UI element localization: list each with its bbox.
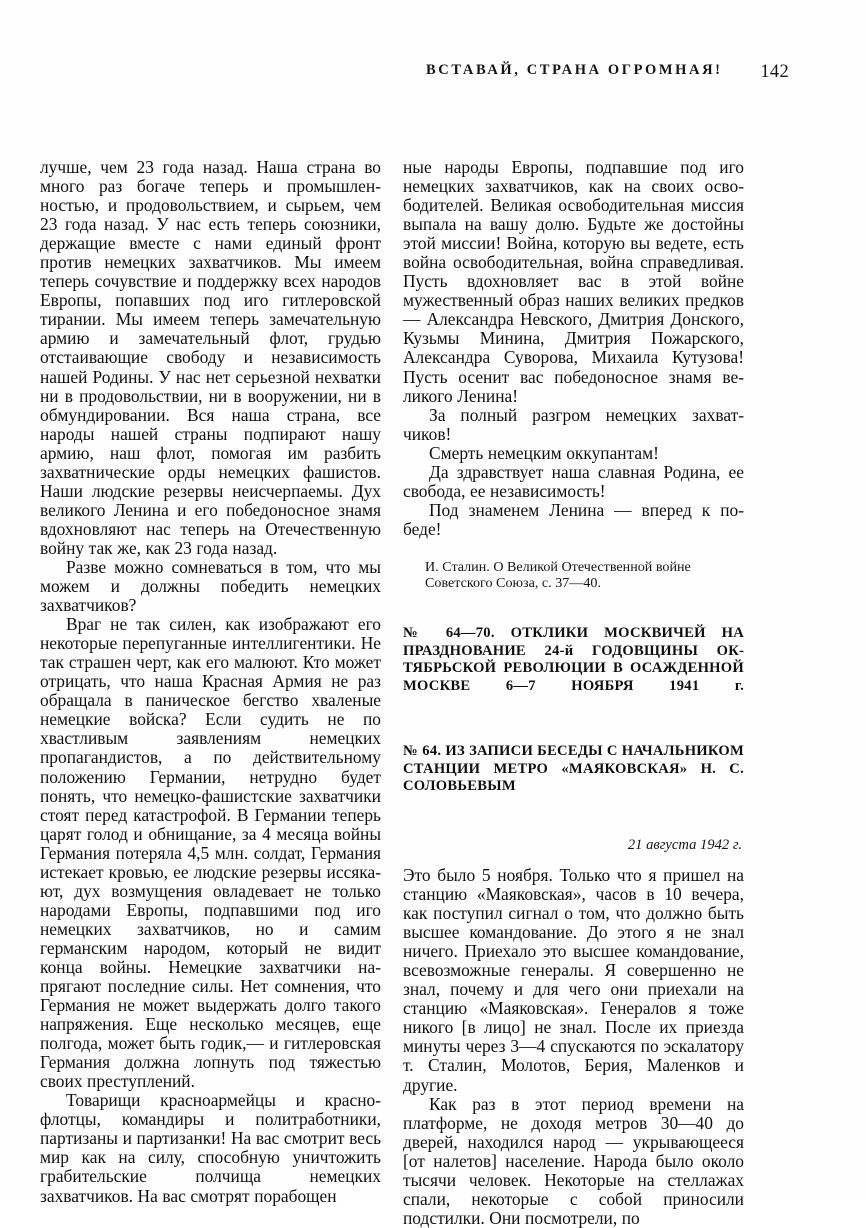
- paragraph: Враг не так силен, как изображают его некоторые перепуганные интеллигентики. Не так страшен черт, как его малюют. Кто может отрицать, что наша Красная Армия не раз обращала в паническое бегство хваленые немецкие войска? Если судить не по хвастливым заявлениям немецких пропагандистов, а по действительному положению Германии, нетрудно будет понять, что немецко-фашистские захватчики стоят перед катастрофой. В Германии теперь царят голод и обнищание, за 4 месяца войны Германия потеряла 4,5 млн. солдат, Германия истекает кровью, ее людские резервы иссякают, дух возмущения овладевает не только народами Европы, подпавшими под иго немецких захватчиков, но и самим германским народом, который не видит конца войны. Немецкие захватчики напрягают последние силы. Нет сомнения, что Германия не может выдержать долго такого напряжения. Еще несколько месяцев, еще полгода, может быть годик,— и гитлеровская Германия должна лопнуть под тяжестью своих преступлений.: [40, 614, 381, 1092]
- section-heading: № 64—70. ОТКЛИКИ МОСКВИЧЕЙ НА ПРАЗДНОВАНИЕ 24-й ГОДОВЩИНЫ ОКТЯБРЬСКОЙ РЕВОЛЮЦИИ В ОСАЖДЕННОЙ МОСКВЕ 6—7 НОЯБРЯ 1941 г.: [403, 625, 744, 694]
- paragraph: Под знаменем Ленина — вперед к победе!: [403, 499, 744, 539]
- document-heading: № 64. ИЗ ЗАПИСИ БЕСЕДЫ С НАЧАЛЬНИКОМ СТАНЦИИ МЕТРО «МАЯКОВСКАЯ» Н. С. СОЛОВЬЕВЫМ: [403, 743, 744, 795]
- left-column: [40, 157, 381, 1206]
- paragraph: За полный разгром немецких захватчиков!: [403, 404, 744, 444]
- source-citation: И. Сталин. О Великой Отечественной войне Советского Союза, с. 37—40.: [425, 558, 691, 592]
- right-column: [403, 157, 744, 1228]
- paragraph: Как раз в этот период времени на платформе, не доходя метров 30—40 до дверей, находился народ — укрывающееся [от налетов] население. Народа было около тысячи человек. Некоторые на стеллажах спали, некоторые с собой приносили подстилки. Они посмотрели, по: [403, 1093, 744, 1228]
- paragraph: Разве можно сомневаться в том, что мы можем и должны победить немецких захватчиков?: [40, 556, 381, 616]
- paragraph: Смерть немецким оккупантам!: [429, 442, 659, 463]
- running-head-title: ВСТАВАЙ, СТРАНА ОГРОМНАЯ!: [426, 62, 723, 78]
- page-number: 142: [760, 62, 789, 82]
- paragraph: Это было 5 ноября. Только что я пришел на станцию «Маяковская», часов в 10 вечера, как поступил сигнал о том, что должно быть высшее командование. До этого я не знал ничего. Приехало это высшее командование, всевозможные генералы. Я совершенно не знал, почему и для чего они приехали на станцию «Маяковская». Генералов я тоже никого [в лицо] не знал. После их приезда минуты через 3—4 спускаются по эскалатору т. Сталин, Молотов, Берия, Маленков и другие.: [403, 865, 744, 1095]
- two-column-text-body: [40, 157, 826, 1228]
- paragraph: Товарищи красноармейцы и краснофлотцы, командиры и политработники, партизаны и партизанки! На вас смотрит весь мир как на силу, способную уничтожить грабительские полчища немецких захватчиков. На вас смотрят порабощен: [40, 1090, 381, 1206]
- paragraph-continuation: ные народы Европы, подпавшие под иго немецких захватчиков, как на своих освободителей. Великая освободительная миссия выпала на вашу долю. Будьте же достойны этой миссии! Война, которую вы ведете, есть война освободительная, война справедливая. Пусть вдохновляет вас в этой войне мужественный образ наших великих предков — Александра Невского, Дмитрия Донского, Кузьмы Минина, Дмитрия Пожарского, Александра Суворова, Михаила Кутузова! Пусть осенит вас победоносное знамя великого Ленина!: [403, 157, 744, 406]
- paragraph: лучше, чем 23 года назад. Наша страна во много раз богаче теперь и промышленностью, и продовольствием, и сырьем, чем 23 года назад. У нас есть теперь союзники, держащие вместе с нами единый фронт против немецких захватчиков. Мы имеем теперь сочувствие и поддержку всех народов Европы, попавших под иго гитлеровской тирании. Мы имеем теперь замечательную армию и замечательный флот, грудью отстаивающие свободу и независимость нашей Родины. У нас нет серьезной нехватки ни в продовольствии, ни в вооружении, ни в обмундировании. Вся наша страна, все народы нашей страны подпирают нашу армию, наш флот, помогая им разбить захватнические орды немецких фашистов. Наши людские резервы неисчерпаемы. Дух великого Ленина и его победоносное знамя вдохновляют нас теперь на Отечественную войну так же, как 23 года назад.: [40, 157, 381, 558]
- document-date: 21 августа 1942 г.: [627, 837, 742, 853]
- paragraph: Да здравствует наша славная Родина, ее свобода, ее независимость!: [403, 461, 744, 501]
- running-head: [40, 62, 826, 88]
